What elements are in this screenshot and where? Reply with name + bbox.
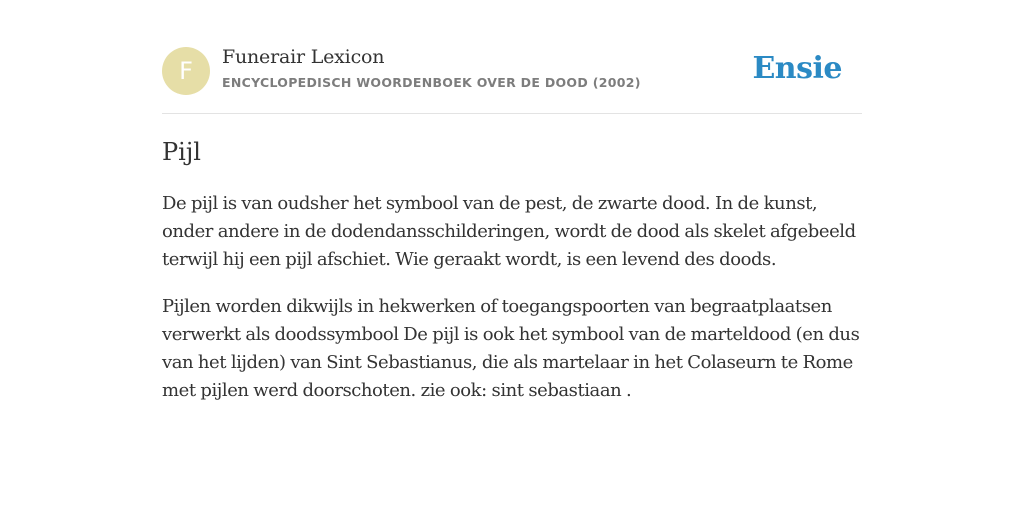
- source-title[interactable]: Funerair Lexicon: [222, 46, 385, 68]
- header-divider: [162, 113, 862, 114]
- paragraph-1: [162, 190, 862, 274]
- entry-title: Pijl: [162, 138, 201, 166]
- text-line: Pijlen worden dikwijls in hekwerken of toegangspoorten van begraatplaatsen: [162, 296, 832, 317]
- entry-body: [162, 190, 862, 424]
- text-line: De pijl is van oudsher het symbool van de pest, de zwarte dood. In de kunst,: [162, 193, 818, 214]
- source-avatar: F: [162, 47, 210, 95]
- paragraph-2: [162, 293, 862, 405]
- text-line: verwerkt als doodssymbool De pijl is ook het symbool van de marteldood (en dus: [162, 324, 860, 345]
- source-subtitle: ENCYCLOPEDISCH WOORDENBOEK OVER DE DOOD (2002): [222, 75, 641, 90]
- text-line: terwijl hij een pijl afschiet. Wie geraakt wordt, is een levend des doods.: [162, 249, 777, 270]
- source-header: [162, 46, 862, 96]
- see-also-link[interactable]: sint sebastiaan: [491, 380, 622, 401]
- text-line: onder andere in de dodendansschilderingen, wordt de dood als skelet afgebeeld: [162, 221, 856, 242]
- brand-logo[interactable]: Ensie: [752, 51, 842, 86]
- text-line: van het lijden) van Sint Sebastianus, die als martelaar in het Colaseurn te Rome: [162, 352, 853, 373]
- text-line: .: [621, 380, 632, 401]
- text-line: met pijlen werd doorschoten. zie ook:: [162, 380, 492, 401]
